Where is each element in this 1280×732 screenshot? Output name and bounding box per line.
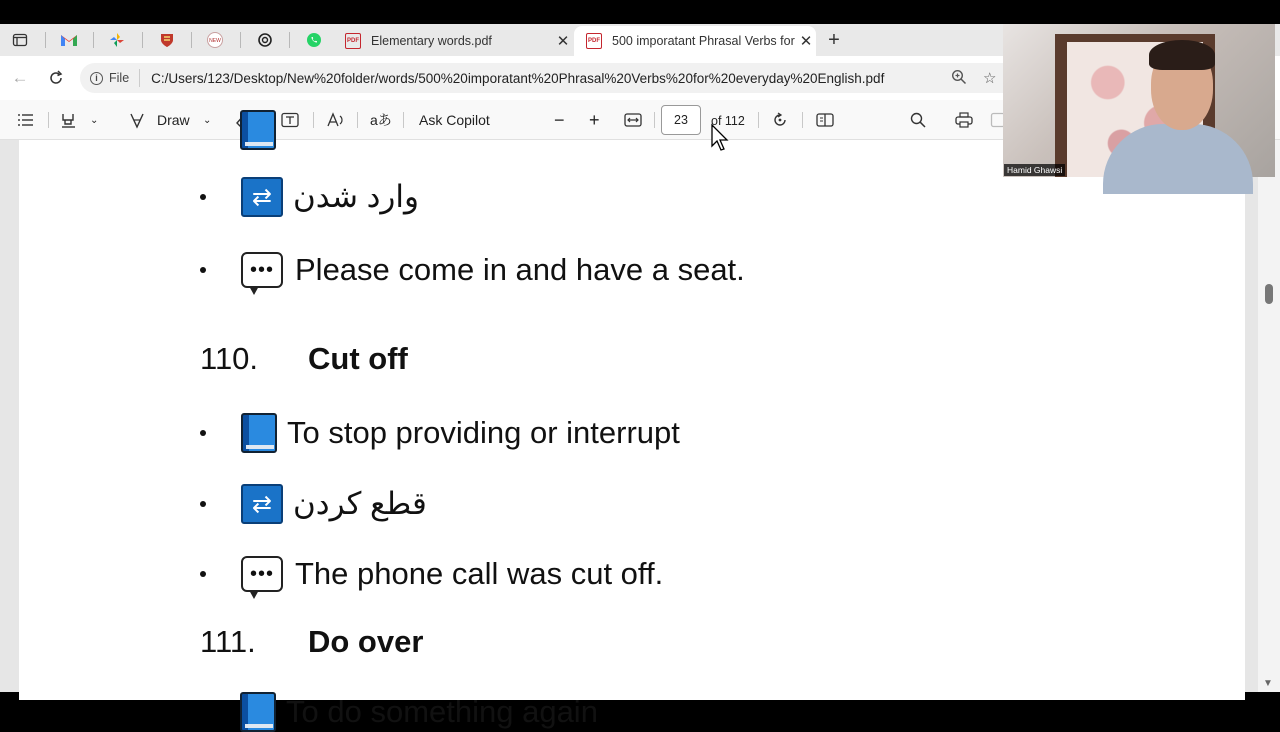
pinwheel-tab-icon[interactable]: [108, 31, 126, 49]
vertical-scrollbar[interactable]: [1258, 140, 1280, 692]
entry-word: Do over: [308, 624, 424, 659]
repeat-icon: ⇄: [241, 484, 283, 524]
zoom-in-button[interactable]: +: [589, 109, 600, 130]
list-item: [200, 177, 419, 217]
draw-chevron-down-icon[interactable]: ⌄: [203, 114, 212, 126]
list-item: [200, 252, 745, 288]
svg-text:NEW: NEW: [209, 38, 221, 44]
list-item: [200, 556, 663, 592]
file-label: File: [109, 71, 130, 85]
favorite-star-icon[interactable]: ☆: [983, 70, 997, 87]
tab-title: Elementary words.pdf: [371, 34, 492, 48]
example-text: Please come in and have a seat.: [295, 252, 745, 287]
refresh-icon[interactable]: [44, 66, 68, 90]
scroll-thumb[interactable]: [1265, 284, 1273, 304]
entry-number: 110.: [200, 341, 259, 376]
tab-phrasal-verbs[interactable]: [574, 26, 816, 56]
pdf-icon: PDF: [345, 33, 361, 49]
list-item: [240, 692, 598, 732]
text-box-icon[interactable]: [281, 108, 299, 132]
bullet: [200, 430, 206, 436]
list-item: [200, 413, 680, 453]
zoom-icon[interactable]: [951, 69, 967, 89]
page-number-input[interactable]: 23: [661, 105, 701, 135]
speech-bubble-icon: •••: [241, 556, 283, 592]
total-pages-label: of 112: [711, 114, 745, 128]
bullet: [200, 267, 206, 273]
info-icon: i: [90, 72, 103, 85]
entry-word: Cut off: [308, 341, 408, 376]
definition-text: To stop providing or interrupt: [287, 415, 680, 450]
whatsapp-tab-icon[interactable]: [305, 31, 323, 49]
new-tab-button[interactable]: +: [828, 28, 840, 51]
close-icon[interactable]: ✕: [556, 33, 570, 50]
openai-tab-icon[interactable]: [256, 31, 274, 49]
draw-pen-icon[interactable]: [128, 108, 146, 132]
entry-number: 111.: [200, 624, 256, 659]
repeat-icon: ⇄: [241, 177, 283, 217]
list-item: [200, 484, 427, 524]
rotate-icon[interactable]: [771, 108, 789, 132]
zoom-out-button[interactable]: −: [554, 109, 565, 130]
tab-elementary-words[interactable]: [333, 26, 573, 56]
url-text: C:/Users/123/Desktop/New%20folder/words/500%20imporatant%20Phrasal%20Verbs%20for%20everyday%20English.pdf: [151, 70, 885, 86]
highlight-icon[interactable]: [60, 108, 78, 132]
close-icon[interactable]: ✕: [799, 33, 813, 50]
pdf-page: [19, 140, 1245, 729]
scroll-down-icon[interactable]: ▼: [1263, 678, 1273, 689]
page-view-icon[interactable]: [816, 108, 834, 132]
search-icon[interactable]: [910, 108, 926, 132]
contents-icon[interactable]: [17, 108, 34, 132]
webcam-name-label: Hamid Ghawsi: [1004, 164, 1065, 176]
bullet: [200, 571, 206, 577]
document-viewer[interactable]: [0, 140, 1280, 729]
url-field[interactable]: [80, 63, 1020, 93]
site-info-button[interactable]: [80, 69, 140, 87]
webcam-overlay: [1003, 24, 1275, 177]
new-badge-tab-icon[interactable]: [206, 31, 224, 49]
print-icon[interactable]: [955, 108, 973, 132]
translation-text: وارد شدن: [293, 179, 419, 214]
translate-icon[interactable]: aあ: [370, 112, 392, 128]
gmail-tab-icon[interactable]: [60, 31, 78, 49]
example-text: The phone call was cut off.: [295, 556, 664, 591]
tab-actions-icon[interactable]: [11, 31, 29, 49]
back-arrow-icon[interactable]: ←: [11, 68, 29, 87]
tab-title: 500 imporatant Phrasal Verbs for: [612, 34, 795, 48]
highlight-chevron-down-icon[interactable]: ⌄: [90, 114, 99, 126]
entry-heading: [200, 341, 408, 377]
read-aloud-icon[interactable]: [327, 108, 345, 132]
book-icon: [240, 692, 276, 732]
definition-text: To do something again: [286, 694, 598, 729]
pdf-icon: PDF: [586, 33, 602, 49]
book-icon: [241, 413, 277, 453]
shield-tab-icon[interactable]: [158, 31, 176, 49]
translation-text: قطع کردن: [293, 486, 427, 521]
entry-heading: [200, 624, 423, 660]
ask-copilot-button[interactable]: Ask Copilot: [419, 112, 490, 128]
person-hair: [1149, 40, 1215, 70]
bullet: [200, 194, 206, 200]
speech-bubble-icon: •••: [241, 252, 283, 288]
book-icon: [240, 110, 276, 150]
draw-button[interactable]: Draw: [157, 112, 190, 128]
fit-width-icon[interactable]: [624, 108, 642, 132]
bullet: [200, 501, 206, 507]
